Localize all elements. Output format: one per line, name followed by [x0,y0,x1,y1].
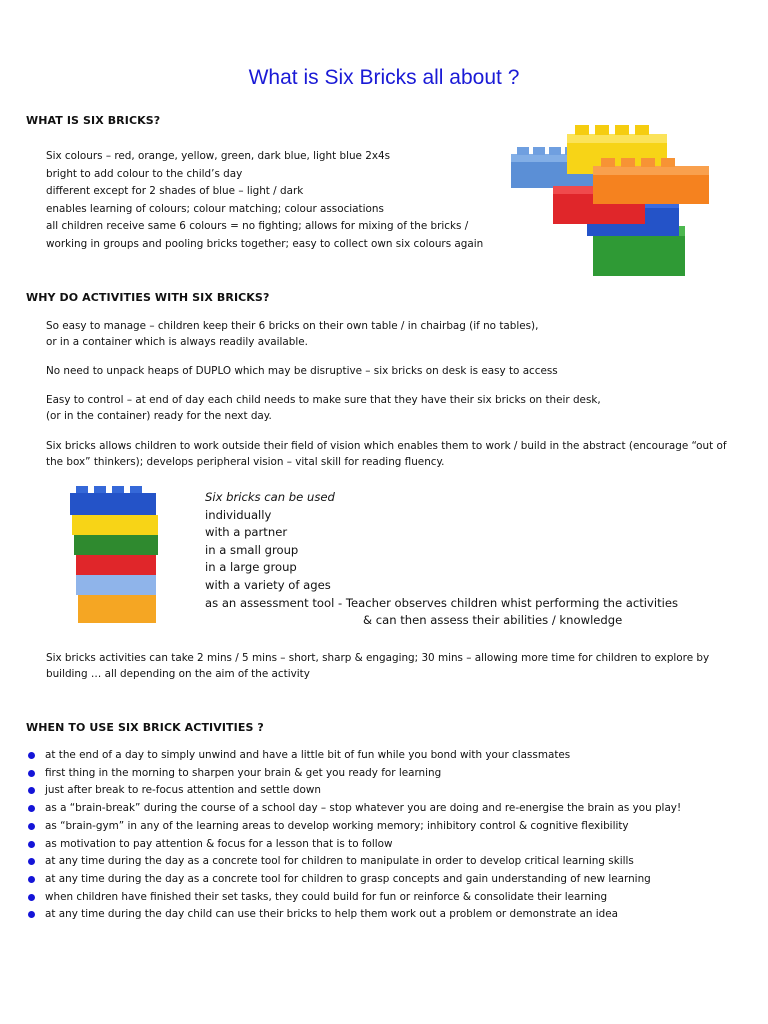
section-heading-what: WHAT IS SIX BRICKS? [26,114,161,127]
bullet-icon [28,911,35,918]
when-bullet-list [28,747,681,924]
stack-dark-blue-brick [70,493,156,515]
bullet-icon [28,876,35,883]
why-line: Easy to control – at end of day each child needs to make sure that they have their six bricks on their desk, [46,394,601,406]
brick-cluster-image [505,118,715,283]
what-line: bright to add colour to the child’s day [46,167,243,180]
list-item: at any time during the day as a concrete tool for children to manipulate in order to develop critical learning skills [28,853,681,871]
list-item: as motivation to pay attention & focus for a lesson that is to follow [28,836,681,854]
uses-item: as an assessment tool - Teacher observes children whist performing the activities [205,595,679,610]
list-item: just after break to re-focus attention and settle down [28,782,681,800]
why-paragraph-1 [46,318,738,350]
stack-yellow-brick [72,515,158,535]
uses-list [205,489,678,630]
why-paragraph-3 [46,392,738,424]
list-item: when children have finished their set tasks, they could build for fun or reinforce & consolidate their learning [28,889,681,907]
uses-item: with a partner [205,525,288,540]
uses-item: individually [205,507,272,522]
what-is-list [46,148,483,254]
uses-item: in a large group [205,560,297,575]
bullet-icon [28,841,35,848]
page-title: What is Six Bricks all about ? [248,66,520,89]
bullet-icon [28,823,35,830]
duration-line: Six bricks activities can take 2 mins / 5 mins – short, sharp & engaging; 30 mins – allowing more time for children to explore by [46,652,710,664]
uses-heading: Six bricks can be used [205,490,335,504]
section-heading-why: WHY DO ACTIVITIES WITH SIX BRICKS? [26,291,270,304]
list-item: as a “brain-break” during the course of a school day – stop whatever you are doing and re-energise the brain as you play! [28,800,681,818]
why-line: (or in the container) ready for the next day. [46,410,272,422]
bullet-icon [28,858,35,865]
section-heading-when: WHEN TO USE SIX BRICK ACTIVITIES ? [26,721,264,734]
list-item: as “brain-gym” in any of the learning areas to develop working memory; inhibitory control & cognitive flexibility [28,818,681,836]
why-line: Six bricks allows children to work outside their field of vision which enables them to work / build in the abstract (encourage “out of [46,440,727,452]
what-line: all children receive same 6 colours = no fighting; allows for mixing of the bricks / [46,220,469,233]
what-line: working in groups and pooling bricks together; easy to collect own six colours again [46,237,484,250]
why-line: or in a container which is always readily available. [46,336,308,348]
bullet-icon [28,805,35,812]
duration-line: building … all depending on the aim of the activity [46,668,310,680]
why-line: the box” thinkers); develops peripheral vision – vital skill for reading fluency. [46,456,445,468]
list-item: first thing in the morning to sharpen your brain & get you ready for learning [28,765,681,783]
why-paragraph-2 [46,363,738,379]
stack-green-brick [74,535,158,555]
why-paragraph-4 [46,438,738,470]
duration-paragraph [46,650,738,682]
uses-item: in a small group [205,542,299,557]
brick-stack-image [66,484,166,629]
why-line: So easy to manage – children keep their 6 bricks on their own table / in chairbag (if no tables), [46,320,539,332]
stack-red-brick [76,555,156,575]
bullet-icon [28,787,35,794]
bullet-icon [28,770,35,777]
stack-orange-brick [78,595,156,623]
bullet-icon [28,752,35,759]
uses-continuation: & can then assess their abilities / knowledge [363,613,623,628]
list-item: at any time during the day as a concrete tool for children to grasp concepts and gain understanding of new learning [28,871,681,889]
what-line: Six colours – red, orange, yellow, green, dark blue, light blue 2x4s [46,150,391,162]
stack-light-blue-brick [76,575,156,595]
list-item: at the end of a day to simply unwind and have a little bit of fun while you bond with your classmates [28,747,681,765]
what-line: enables learning of colours; colour matching; colour associations [46,202,384,215]
uses-item: with a variety of ages [205,577,331,592]
why-line: No need to unpack heaps of DUPLO which may be disruptive – six bricks on desk is easy to access [46,365,558,377]
list-item: at any time during the day child can use their bricks to help them work out a problem or demonstrate an idea [28,906,681,924]
what-line: different except for 2 shades of blue – light / dark [46,185,304,198]
bullet-icon [28,894,35,901]
